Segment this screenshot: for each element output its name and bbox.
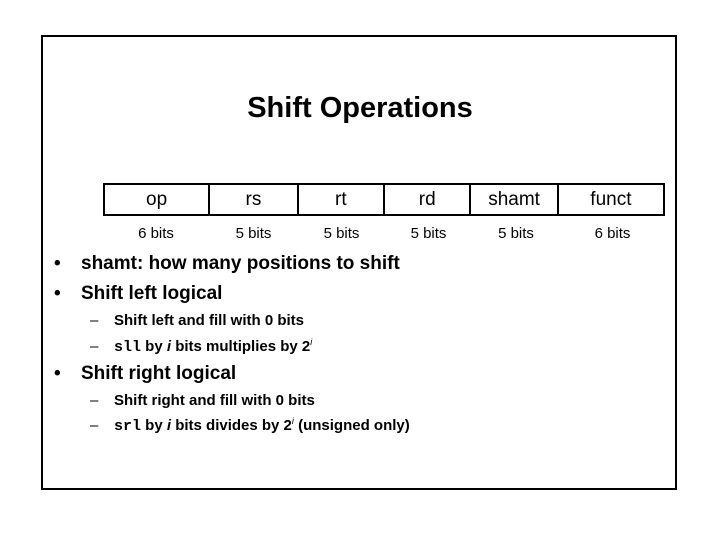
instruction-format-table [103,183,665,216]
bullet-marker: • [54,363,61,384]
bits-rs: 5 bits [235,225,272,242]
exponent-i: i [310,337,313,347]
var-i: i [166,417,172,434]
field-funct: funct [590,188,632,210]
bits-rd: 5 bits [410,225,447,242]
sub-text-by: by [141,338,167,355]
field-rd: rd [385,185,471,214]
bits-funct: 6 bits [594,225,631,242]
sll-code: sll [114,339,142,356]
field-rs: rs [210,185,298,214]
bullet-text: Shift right logical [81,363,237,384]
slide-title: Shift Operations [247,92,473,124]
sub-shift-right-fill [90,391,315,411]
bits-op: 6 bits [138,225,174,242]
bullet-marker: • [54,253,61,274]
field-op: op [105,185,210,214]
bullet-shift-left [54,282,222,306]
exponent-i: i [291,416,294,426]
bits-shamt: 5 bits [498,225,534,242]
sub-shift-left-fill [90,311,304,331]
bullet-shift-right [54,362,236,386]
sub-marker: – [90,417,99,434]
sub-marker: – [90,312,99,329]
srl-code: srl [114,418,142,435]
bullet-marker: • [54,283,61,304]
bullet-shamt [54,252,400,276]
sub-text-rest: bits multiplies by 2 [171,338,311,355]
sub-sll-multiplies [90,337,312,358]
bullet-text: Shift left logical [81,283,223,304]
sub-text-by: by [141,417,167,434]
sub-text: Shift left and fill with 0 bits [114,312,304,329]
sub-marker: – [90,338,99,355]
sub-text-tail: (unsigned only) [293,417,410,434]
bullet-text: shamt: how many positions to shift [81,253,400,274]
bits-rt: 5 bits [323,225,360,242]
sub-marker: – [90,392,99,409]
field-rt: rt [299,185,385,214]
sub-text-rest: bits divides by 2 [171,417,292,434]
field-shamt: shamt [471,185,558,214]
field-bit-widths [103,224,665,244]
var-i: i [166,338,172,355]
sub-srl-divides [90,416,410,437]
sub-text: Shift right and fill with 0 bits [114,392,315,409]
